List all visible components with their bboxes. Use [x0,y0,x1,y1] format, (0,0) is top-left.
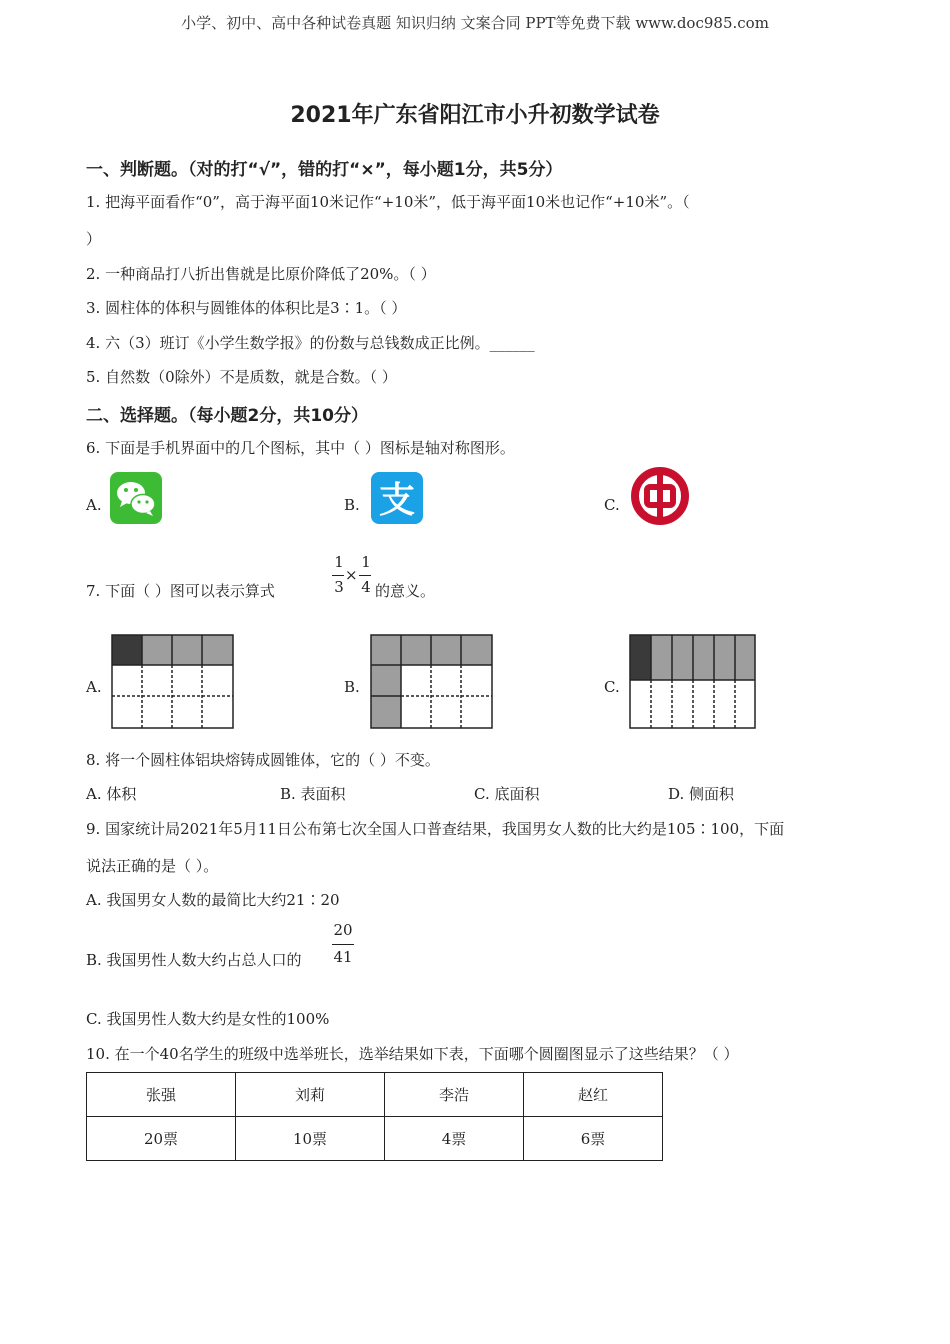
table-row-names [87,1073,663,1117]
question-2: 2. 一种商品打八折出售就是比原价降低了20%。（ ） [86,265,436,283]
table-row-votes [87,1117,663,1161]
q7-frac2-line [359,575,371,576]
q7-times-sign: × [345,566,358,584]
q7-option-a-label: A. [86,678,102,696]
section-choice-heading: 二、选择题。（每小题2分，共10分） [86,406,368,426]
bank-of-china-icon [630,466,690,526]
q9-frac-numerator: 20 [333,921,353,939]
question-10: 10. 在一个40名学生的班级中选举班长，选举结果如下表，下面哪个圆圈图显示了这些结果？（ ） [86,1045,739,1063]
alipay-icon [371,472,423,524]
q7-option-b-label: B. [344,678,360,696]
q6-option-c-label: C. [604,496,620,514]
question-9-line-1: 9. 国家统计局2021年5月11日公布第七次全国人口普查结果，我国男女人数的比大约是105∶100，下面 [86,820,785,838]
question-7-suffix: 的意义。 [375,582,436,600]
q8-option-d: D. 侧面积 [668,785,735,803]
q8-option-a: A. 体积 [86,785,137,803]
q7-frac2-numerator: 1 [361,553,371,571]
page-header: 小学、初中、高中各种试卷真题 知识归纳 文案合同 PPT等免费下载 www.doc985.com [181,14,769,32]
question-1-line-1: 1. 把海平面看作“0”，高于海平面10米记作“+10米”，低于海平面10米也记作“+10米”。（ [86,193,690,211]
section-judgment-heading: 一、判断题。（对的打“√”，错的打“×”，每小题1分，共5分） [86,160,563,180]
q7-frac1-line [332,575,344,576]
q9-option-a: A. 我国男女人数的最简比大约21∶20 [86,891,340,909]
q9-frac-line [332,944,354,945]
q7-option-c-label: C. [604,678,620,696]
question-1-line-2: ） [86,230,102,248]
q6-option-a-label: A. [86,496,102,514]
q7-frac1-denominator: 3 [334,578,344,596]
q7-grid-c [629,634,757,734]
alipay-glyph: 支 [378,480,416,521]
q8-option-c: C. 底面积 [474,785,540,803]
table-cell: 刘莉 [236,1073,385,1117]
question-5: 5. 自然数（0除外）不是质数，就是合数。（ ） [86,368,397,386]
table-cell: 李浩 [385,1073,524,1117]
q9-option-c: C. 我国男性人数大约是女性的100% [86,1010,330,1028]
question-8: 8. 将一个圆柱体铝块熔铸成圆锥体，它的（ ）不变。 [86,751,440,769]
question-3: 3. 圆柱体的体积与圆锥体的体积比是3∶1。（ ） [86,299,407,317]
q7-grid-b [370,634,494,734]
q6-option-b-label: B. [344,496,360,514]
q9-option-b: B. 我国男性人数大约占总人口的 [86,951,302,969]
q9-frac-denominator: 41 [333,948,353,966]
q8-option-b: B. 表面积 [280,785,346,803]
table-cell: 4票 [385,1117,524,1161]
q7-frac2-denominator: 4 [361,578,371,596]
page-title: 2021年广东省阳江市小升初数学试卷 [290,103,660,128]
question-7-text: 7. 下面（ ）图可以表示算式 [86,582,275,600]
wechat-icon [110,472,162,524]
q7-frac1-numerator: 1 [334,553,344,571]
table-cell: 20票 [87,1117,236,1161]
table-cell: 6票 [524,1117,663,1161]
question-4: 4. 六（3）班订《小学生数学报》的份数与总钱数成正比例。______ [86,334,535,352]
q7-grid-a [111,634,235,734]
table-cell: 10票 [236,1117,385,1161]
vote-table [86,1072,663,1161]
table-cell: 张强 [87,1073,236,1117]
table-cell: 赵红 [524,1073,663,1117]
question-9-line-2: 说法正确的是（ ）。 [86,857,219,875]
question-6: 6. 下面是手机界面中的几个图标，其中（ ）图标是轴对称图形。 [86,439,515,457]
